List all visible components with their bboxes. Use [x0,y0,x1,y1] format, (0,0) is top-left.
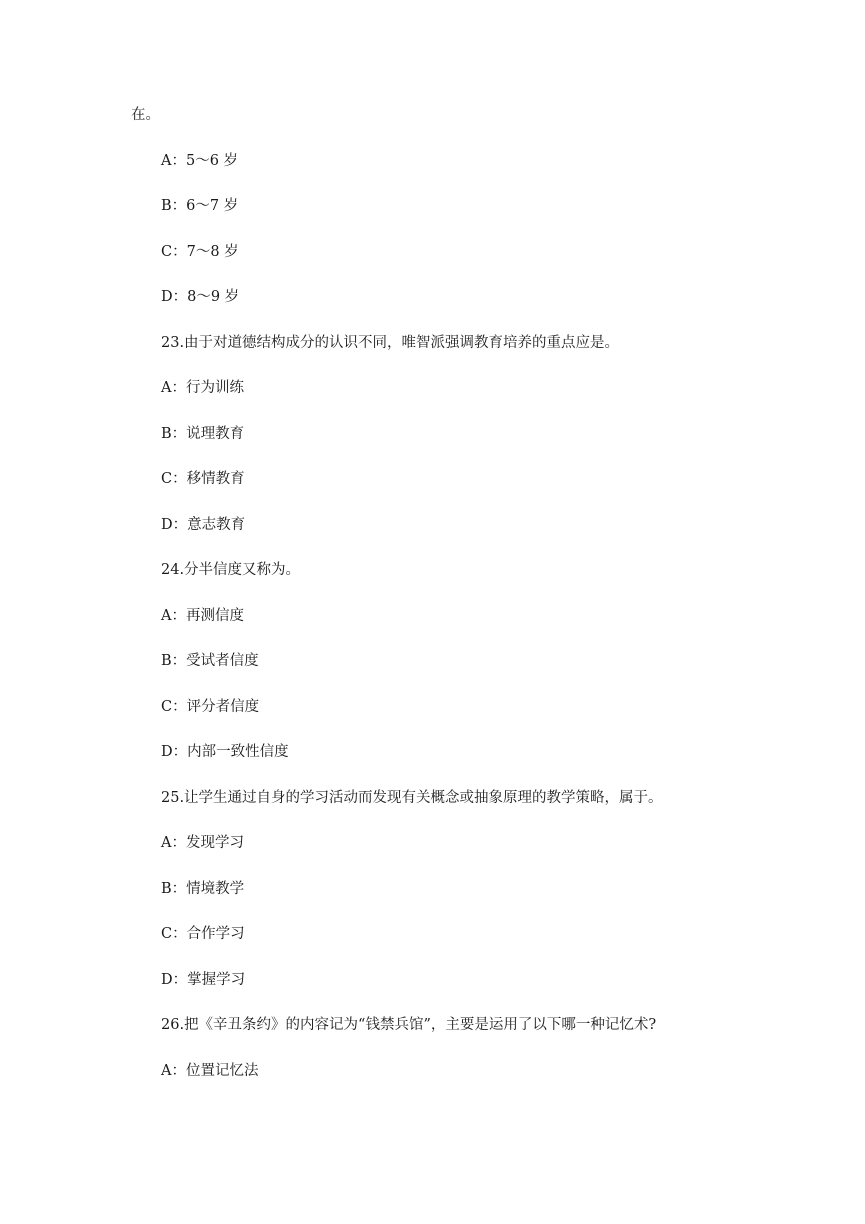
q25-option-d: D：掌握学习 [161,972,246,988]
q24-option-c: C：评分者信度 [161,699,260,715]
q22-option-c: C：7～8 岁 [161,244,239,260]
q24-option-b: B：受试者信度 [161,653,259,669]
lead-text: 在。 [131,107,160,123]
q24-stem: 24.分半信度又称为。 [161,562,301,578]
q26-stem: 26.把《辛丑条约》的内容记为“钱禁兵馆”，主要是运用了以下哪一种记忆术? [161,1017,657,1033]
q25-option-c: C：合作学习 [161,926,245,942]
q22-option-a: A：5～6 岁 [161,153,239,169]
q22-option-d: D：8～9 岁 [161,289,240,305]
q25-stem: 25.让学生通过自身的学习活动而发现有关概念或抽象原理的教学策略，属于。 [161,790,663,806]
q25-option-a: A：发现学习 [161,835,244,851]
q23-option-b: B：说理教育 [161,426,245,442]
q26-option-a: A：位置记忆法 [161,1063,259,1079]
q24-option-a: A：再测信度 [161,608,244,624]
q24-option-d: D：内部一致性信度 [161,744,289,760]
q23-stem: 23.由于对道德结构成分的认识不同，唯智派强调教育培养的重点应是。 [161,335,620,351]
q22-option-b: B：6～7 岁 [161,198,239,214]
q23-option-c: C：移情教育 [161,471,245,487]
q25-option-b: B：情境教学 [161,881,245,897]
q23-option-a: A：行为训练 [161,380,244,396]
q23-option-d: D：意志教育 [161,517,246,533]
